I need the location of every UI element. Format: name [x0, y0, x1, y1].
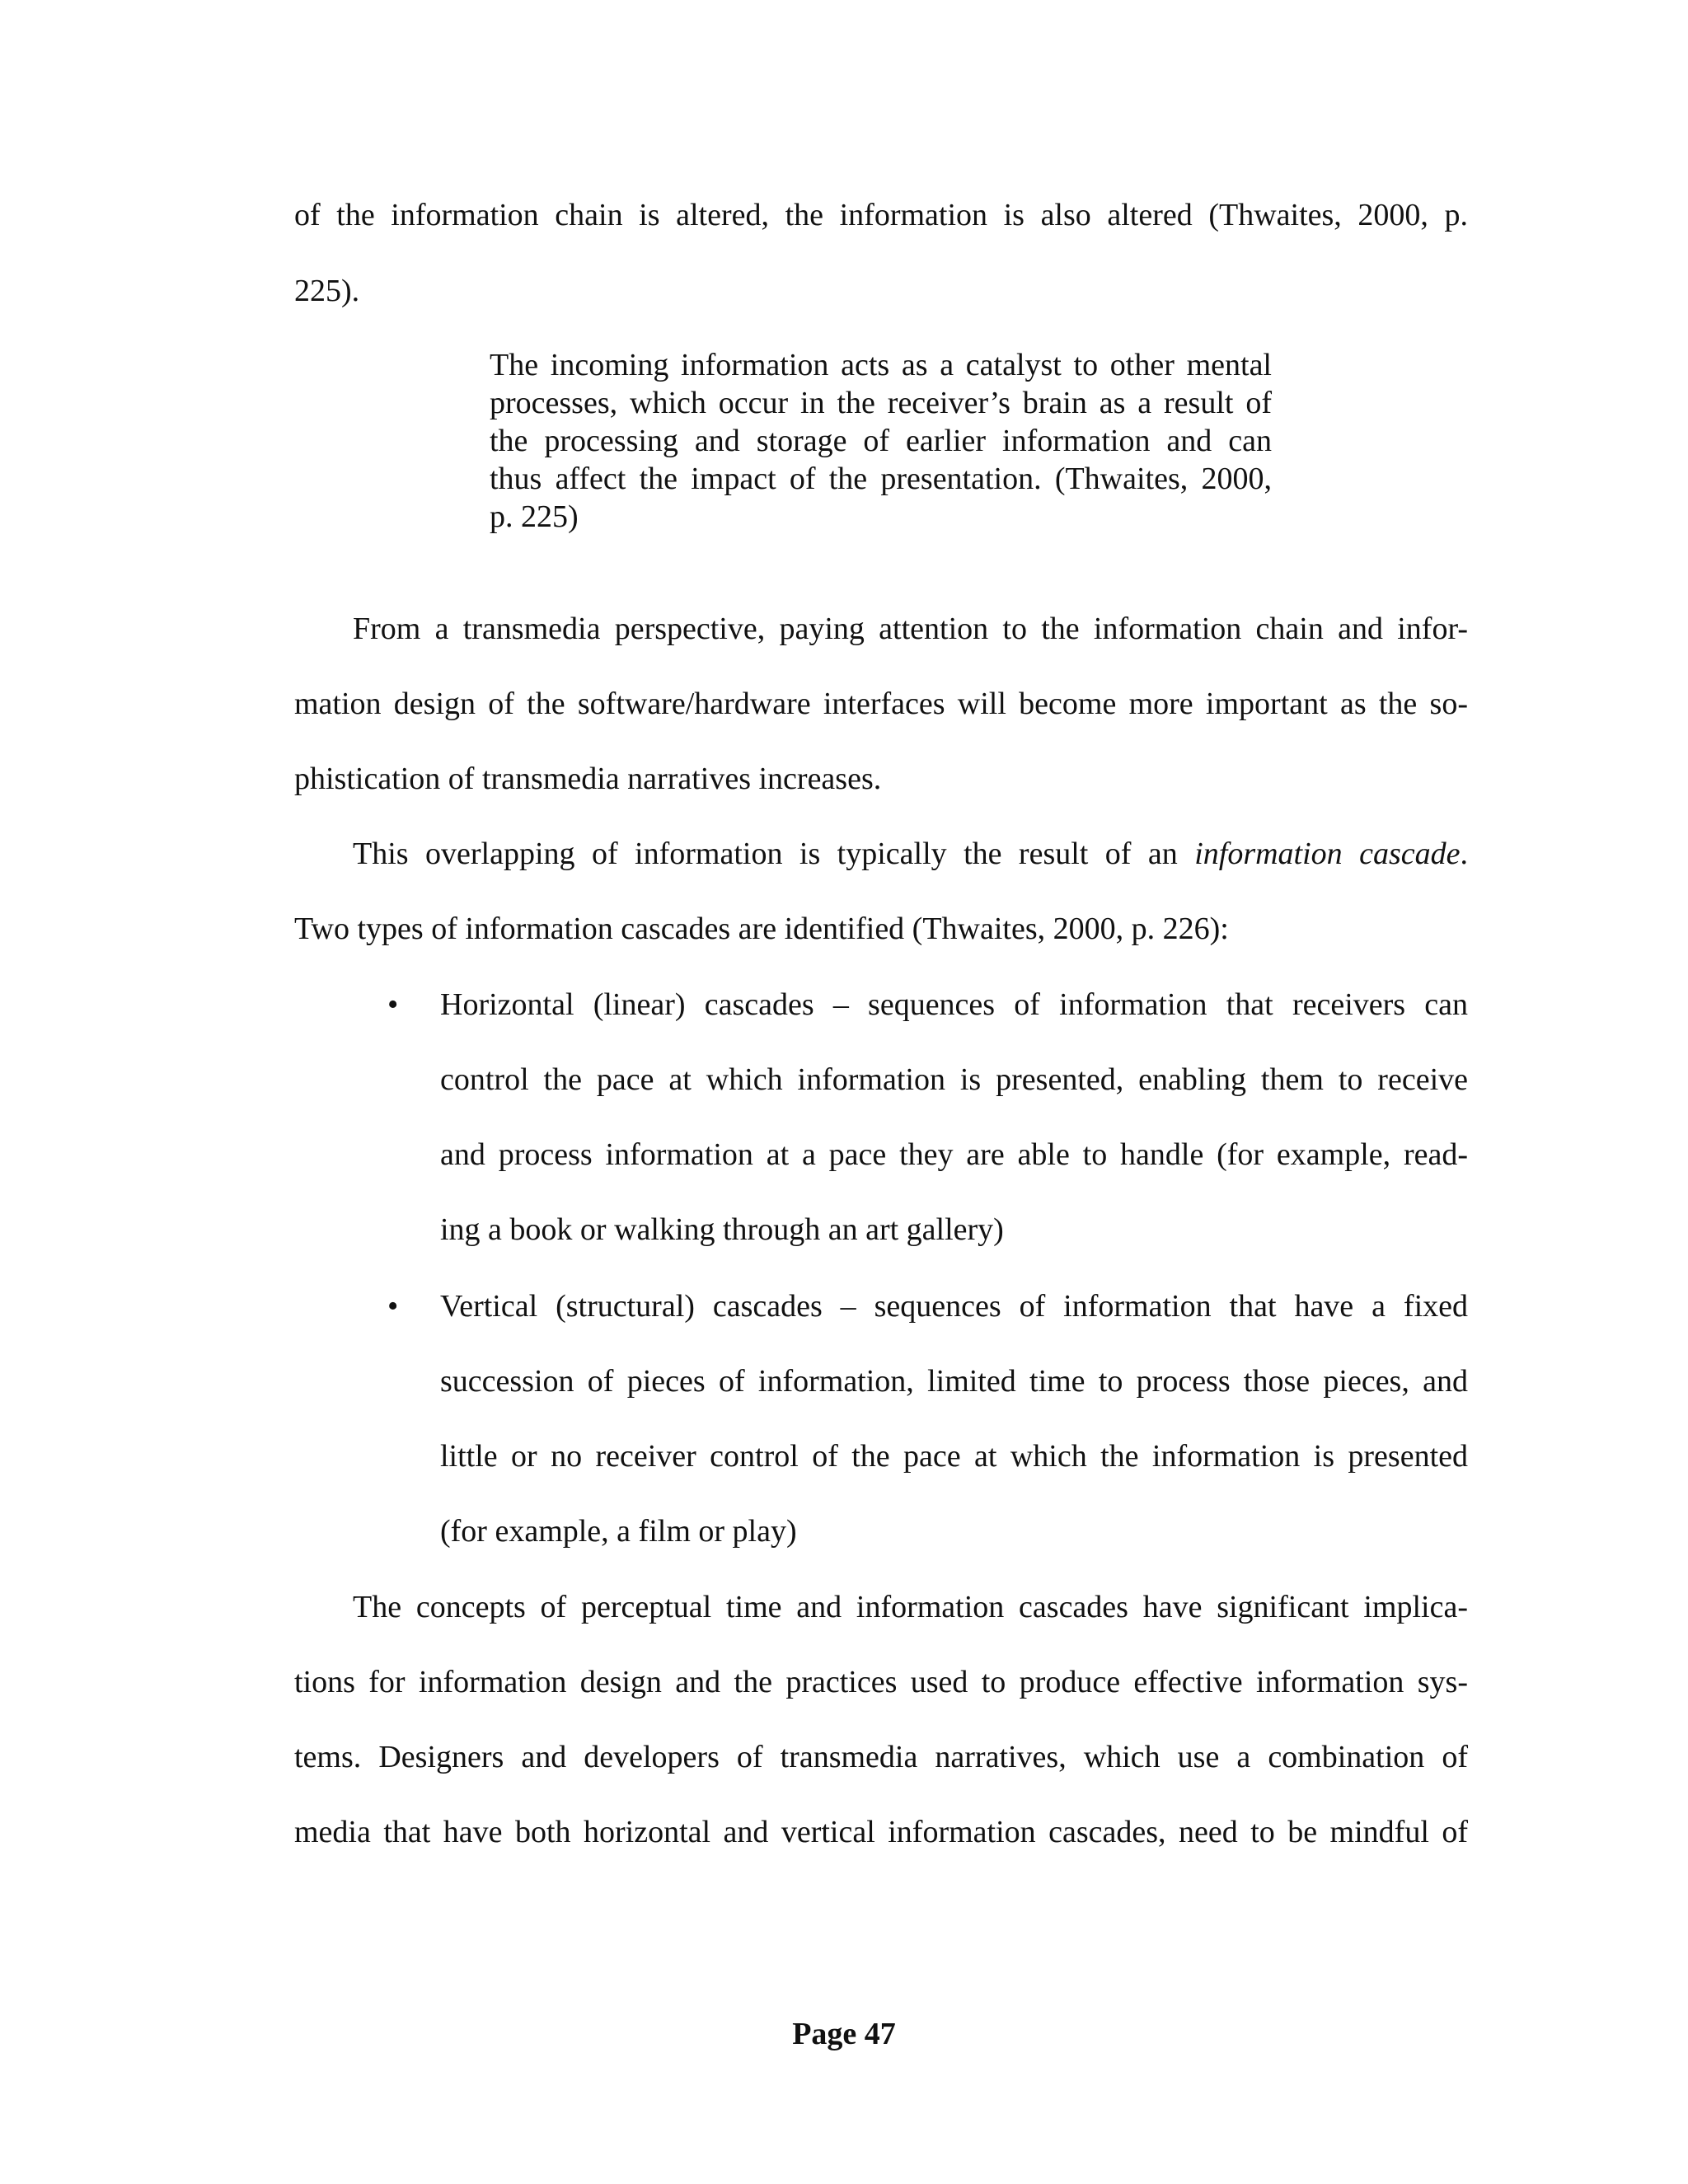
- quote-line: thus affect the impact of the presentation. (Thwaites, 2000,: [490, 462, 1272, 496]
- text-line: little or no receiver control of the pace at which the information is presented: [440, 1439, 1468, 1474]
- quote-line: processes, which occur in the receiver’s brain as a result of: [490, 386, 1272, 420]
- page-number: Page 47: [792, 2017, 896, 2051]
- bullet-marker: •: [387, 987, 399, 1022]
- text-line: [353, 835, 1468, 873]
- bullet-marker: •: [387, 1289, 399, 1324]
- text-line: phistication of transmedia narratives increases.: [294, 762, 882, 796]
- text-line: 225).: [294, 274, 360, 308]
- text-line: media that have both horizontal and vertical information cascades, need to be mindful of: [294, 1815, 1468, 1849]
- text-line: Horizontal (linear) cascades – sequences of information that receivers can: [440, 987, 1468, 1022]
- quote-line: the processing and storage of earlier information and can: [490, 424, 1272, 458]
- text-line: succession of pieces of information, limited time to process those pieces, and: [440, 1364, 1468, 1399]
- text-line: of the information chain is altered, the information is also altered (Thwaites, 2000, p.: [294, 198, 1468, 232]
- text-line: (for example, a film or play): [440, 1514, 797, 1549]
- text-line: From a transmedia perspective, paying attention to the information chain and infor-: [353, 612, 1468, 646]
- quote-line: p. 225): [490, 499, 579, 534]
- text-line: The concepts of perceptual time and information cascades have significant implica-: [353, 1590, 1468, 1624]
- text-run: This overlapping of information is typically the result of an: [353, 837, 1195, 871]
- text-line: ing a book or walking through an art gallery): [440, 1212, 1004, 1247]
- text-line: tions for information design and the practices used to produce effective information sys-: [294, 1665, 1468, 1699]
- text-line: Vertical (structural) cascades – sequences of information that have a fixed: [440, 1289, 1468, 1324]
- text-line: mation design of the software/hardware interfaces will become more important as the so-: [294, 687, 1468, 721]
- quote-line: The incoming information acts as a catalyst to other mental: [490, 348, 1272, 382]
- text-line: tems. Designers and developers of transmedia narratives, which use a combination of: [294, 1740, 1468, 1774]
- text-line: and process information at a pace they are able to handle (for example, read-: [440, 1137, 1468, 1172]
- text-line: Two types of information cascades are identified (Thwaites, 2000, p. 226):: [294, 912, 1229, 946]
- text-line: control the pace at which information is presented, enabling them to receive: [440, 1062, 1468, 1097]
- italic-term: information cascade: [1194, 837, 1461, 871]
- text-run: .: [1460, 837, 1468, 871]
